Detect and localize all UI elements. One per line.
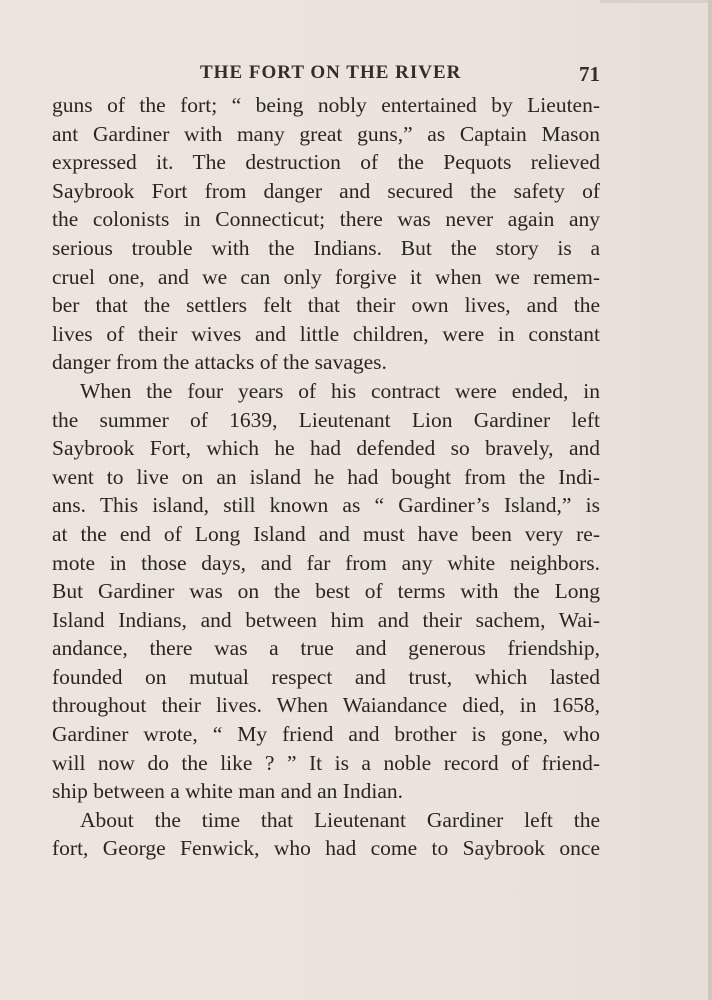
page-right-edge [708, 0, 712, 1000]
text-line: About the time that Lieutenant Gardiner left the [80, 807, 600, 832]
text-line: Saybrook Fort from danger and secured the safety of [52, 178, 600, 203]
text-line: When the four years of his contract were ended, in [80, 378, 600, 403]
text-line: mote in those days, and far from any white neighbors. [52, 550, 600, 575]
text-line: But Gardiner was on the best of terms with the Long [52, 579, 600, 604]
page-edge-line [600, 0, 712, 3]
text-line: serious trouble with the Indians. But the story is a [52, 235, 600, 260]
text-line: guns of the fort; “ being nobly entertained by Lieuten- [52, 93, 600, 117]
text-line: ant Gardiner with many great guns,” as Captain Mason [52, 121, 600, 146]
text-line: the colonists in Connecticut; there was never again any [52, 207, 600, 232]
text-line: andance, there was a true and generous friendship, [52, 636, 600, 661]
text-line: ans. This island, still known as “ Gardiner’s Island,” is [52, 493, 600, 518]
text-line: expressed it. The destruction of the Pequots relieved [52, 150, 600, 175]
text-line: cruel one, and we can only forgive it when we remem- [52, 264, 600, 289]
text-line: ber that the settlers felt that their own lives, and the [52, 293, 600, 318]
text-line: Island Indians, and between him and their sachem, Wai- [52, 607, 600, 632]
text-line: went to live on an island he had bought from the Indi- [52, 464, 600, 489]
page-number: 71 [579, 62, 600, 86]
text-line: will now do the like ? ” It is a noble record of friend- [52, 750, 600, 775]
text-line: ship between a white man and an Indian. [52, 779, 404, 804]
text-line: fort, George Fenwick, who had come to Saybrook once [52, 836, 600, 861]
text-line: danger from the attacks of the savages. [52, 350, 387, 375]
text-line: Saybrook Fort, which he had defended so bravely, and [52, 436, 600, 461]
body-text [52, 91, 600, 863]
text-line: throughout their lives. When Waiandance died, in 1658, [52, 693, 600, 718]
text-line: lives of their wives and little children, were in constant [52, 321, 600, 346]
page-header [52, 62, 600, 92]
text-line: the summer of 1639, Lieutenant Lion Gardiner left [52, 407, 600, 432]
text-line: at the end of Long Island and must have been very re- [52, 521, 600, 546]
running-head: THE FORT ON THE RIVER [200, 62, 462, 83]
text-line: founded on mutual respect and trust, which lasted [52, 664, 600, 689]
text-line: Gardiner wrote, “ My friend and brother is gone, who [52, 722, 600, 747]
